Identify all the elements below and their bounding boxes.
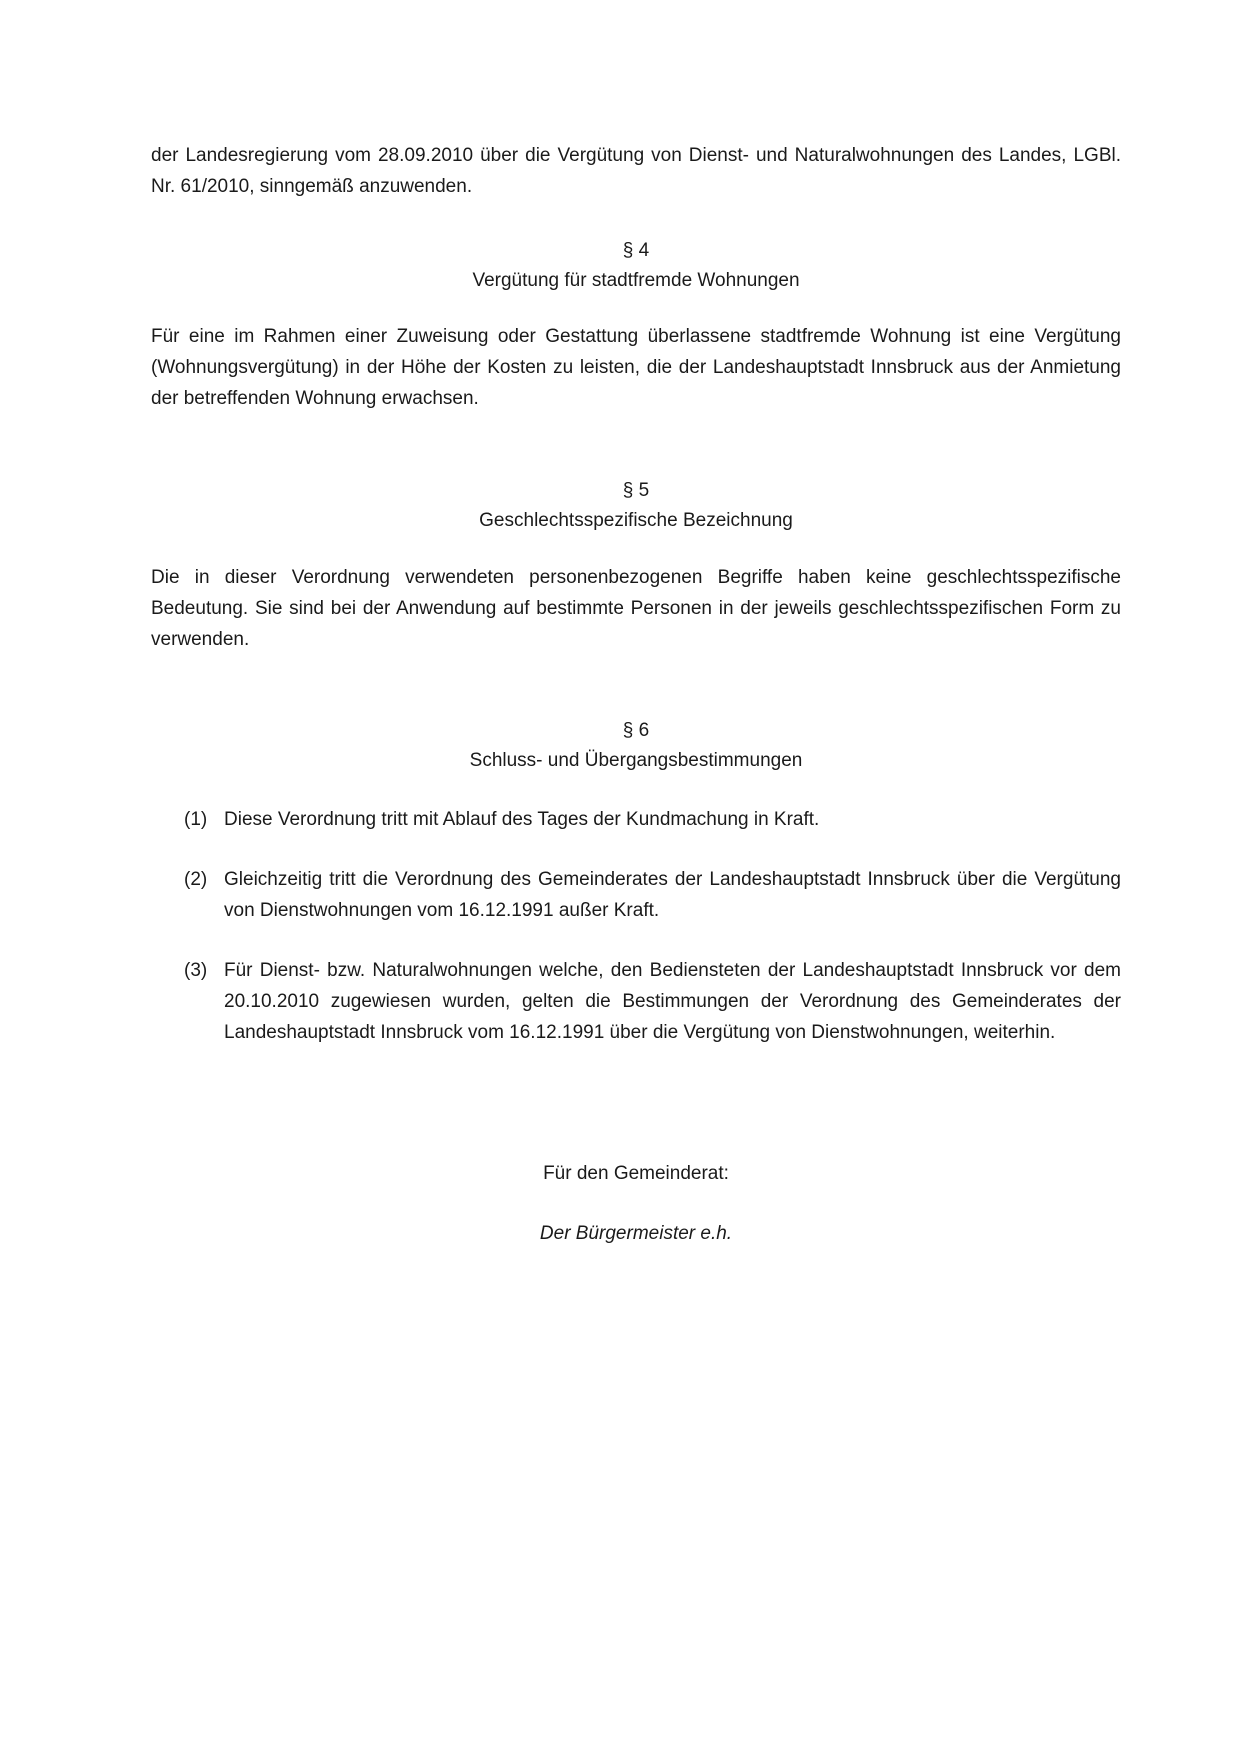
list-item (184, 864, 1121, 926)
section-4-paragraph: Für eine im Rahmen einer Zuweisung oder Gestattung überlassene stadtfremde Wohnung ist eine Vergütung (Wohnungsvergütung) in der Höhe der Kosten zu leisten, die der Landeshauptstadt Innsbruck aus der Anmietung der betreffenden Wohnung erwachsen. (151, 326, 1121, 409)
section-5-number: § 5 (622, 480, 650, 501)
list-item-text: Diese Verordnung tritt mit Ablauf des Tages der Kundmachung in Kraft. (224, 809, 820, 830)
section-6-number: § 6 (622, 720, 650, 741)
section-5-paragraph: Die in dieser Verordnung verwendeten personenbezogenen Begriffe haben keine geschlechtsspezifische Bedeutung. Sie sind bei der Anwendung auf bestimmte Personen in der jeweils geschlechtsspezifischen Form zu verwenden. (151, 567, 1121, 650)
section-5-title: Geschlechtsspezifische Bezeichnung (479, 510, 793, 531)
list-item (184, 804, 1121, 835)
signature-line-mayor: Der Bürgermeister e.h. (539, 1223, 733, 1244)
signature-line-council: Für den Gemeinderat: (543, 1163, 729, 1184)
list-item-text: Gleichzeitig tritt die Verordnung des Gemeinderates der Landeshauptstadt Innsbruck über die Vergütung von Dienstwohnungen vom 16.12.1991 außer Kraft. (224, 869, 1121, 921)
intro-paragraph: der Landesregierung vom 28.09.2010 über die Vergütung von Dienst- und Naturalwohnungen des Landes, LGBl. Nr. 61/2010, sinngemäß anzuwenden. (151, 145, 1121, 197)
section-6-title: Schluss- und Übergangsbestimmungen (469, 750, 803, 771)
section-4-number: § 4 (622, 240, 650, 261)
list-item-text: Für Dienst- bzw. Naturalwohnungen welche, den Bediensteten der Landeshauptstadt Innsbruck vor dem 20.10.2010 zugewiesen wurden, gelten die Bestimmungen der Verordnung des Gemeinderates der Landeshauptstadt Innsbruck vom 16.12.1991 über die Vergütung von Dienstwohnungen, weiterhin. (224, 960, 1121, 1043)
list-item-number: (3) (184, 960, 208, 981)
list-item-number: (1) (184, 809, 208, 830)
list-item-number: (2) (184, 869, 208, 890)
list-item (184, 955, 1121, 1048)
section-4-title: Vergütung für stadtfremde Wohnungen (472, 270, 800, 291)
